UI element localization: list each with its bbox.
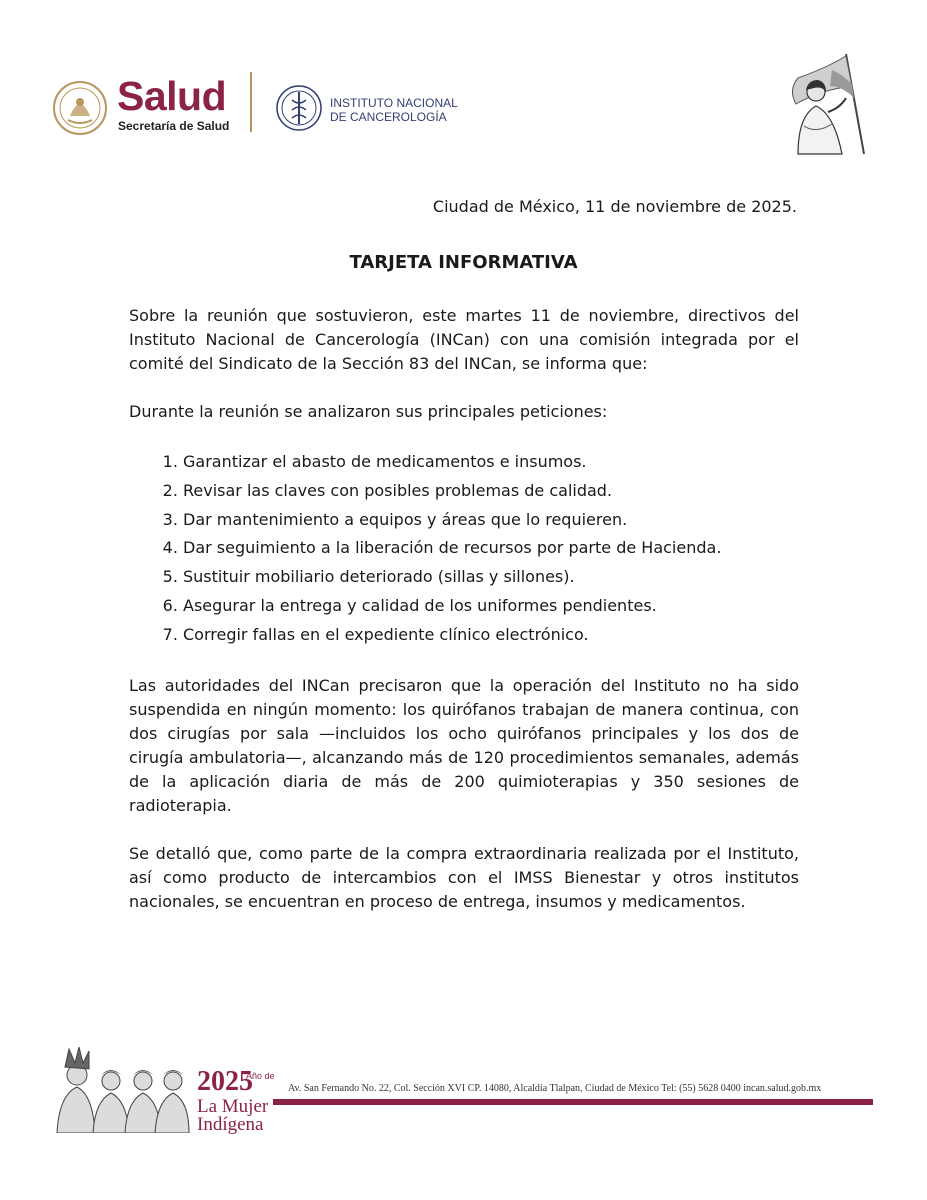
supplies-paragraph: Se detalló que, como parte de la compra extraordinaria realizada por el Instituto, así como producto de intercambios con el IMSS Bienestar y otros institutos nacionales, se encuentran en proceso de entrega, insumos y medicamentos. xyxy=(129,843,799,911)
document-body xyxy=(129,304,799,938)
list-intro: Durante la reunión se analizaron sus principales peticiones: xyxy=(129,402,608,421)
salud-logo-subtitle: Secretaría de Salud xyxy=(118,119,230,133)
operation-paragraph: Las autoridades del INCan precisaron que la operación del Instituto no ha sido suspendida en ningún momento: los quirófanos trabajan de manera continua, con dos cirugías por sala —incluidos los ocho quirófanos principales y los dos de cirugía ambulatoria—, alcanzando más de 120 procedimientos semanales, además de la aplicación diaria de más de 200 quimioterapias y 350 sesiones de radioterapia. xyxy=(129,675,799,815)
list-item: 6. Asegurar la entrega y calidad de los uniformes pendientes. xyxy=(183,592,799,621)
incan-name-line2: DE CANCEROLOGÍA xyxy=(330,110,447,124)
year-emblem xyxy=(197,1068,277,1138)
mexico-coat-of-arms-icon xyxy=(52,80,108,136)
incan-logo-name xyxy=(330,96,458,124)
requests-list xyxy=(129,448,799,650)
intro-paragraph: Sobre la reunión que sostuvieron, este martes 11 de noviembre, directivos del Instituto Nacional de Cancerología (INCan) con una comisión integrada por el comité del Sindicato de la Sección 83 del INCan, se informa que: xyxy=(129,306,799,373)
footer-address: Av. San Fernando No. 22, Col. Sección XVI CP. 14080, Alcaldía Tlalpan, Ciudad de México Tel: (55) 5628 0400 incan.salud.gob.mx xyxy=(288,1083,822,1094)
incan-name-line1: INSTITUTO NACIONAL xyxy=(330,96,458,110)
year-line1: La Mujer xyxy=(197,1096,269,1117)
letterhead xyxy=(0,0,927,170)
list-item: 3. Dar mantenimiento a equipos y áreas que lo requieren. xyxy=(183,506,799,535)
logo-divider xyxy=(250,72,252,132)
salud-logo-title: Salud xyxy=(117,73,227,119)
year-line2: Indígena xyxy=(197,1114,264,1135)
year-prefix: Año de xyxy=(246,1071,275,1081)
woman-with-flag-illustration xyxy=(768,50,872,156)
year-number: 2025 xyxy=(197,1066,253,1097)
list-item: 5. Sustituir mobiliario deteriorado (sillas y sillones). xyxy=(183,563,799,592)
footer-rule xyxy=(273,1099,873,1105)
list-item: 2. Revisar las claves con posibles problemas de calidad. xyxy=(183,477,799,506)
list-item: 1. Garantizar el abasto de medicamentos e insumos. xyxy=(183,448,799,477)
document-date: Ciudad de México, 11 de noviembre de 2025. xyxy=(432,197,797,216)
indigenous-women-illustration xyxy=(53,1045,191,1133)
document-title: TARJETA INFORMATIVA xyxy=(349,252,578,273)
incan-seal-icon xyxy=(275,80,323,136)
list-item: 4. Dar seguimiento a la liberación de recursos por parte de Hacienda. xyxy=(183,534,799,563)
list-item: 7. Corregir fallas en el expediente clínico electrónico. xyxy=(183,621,799,650)
